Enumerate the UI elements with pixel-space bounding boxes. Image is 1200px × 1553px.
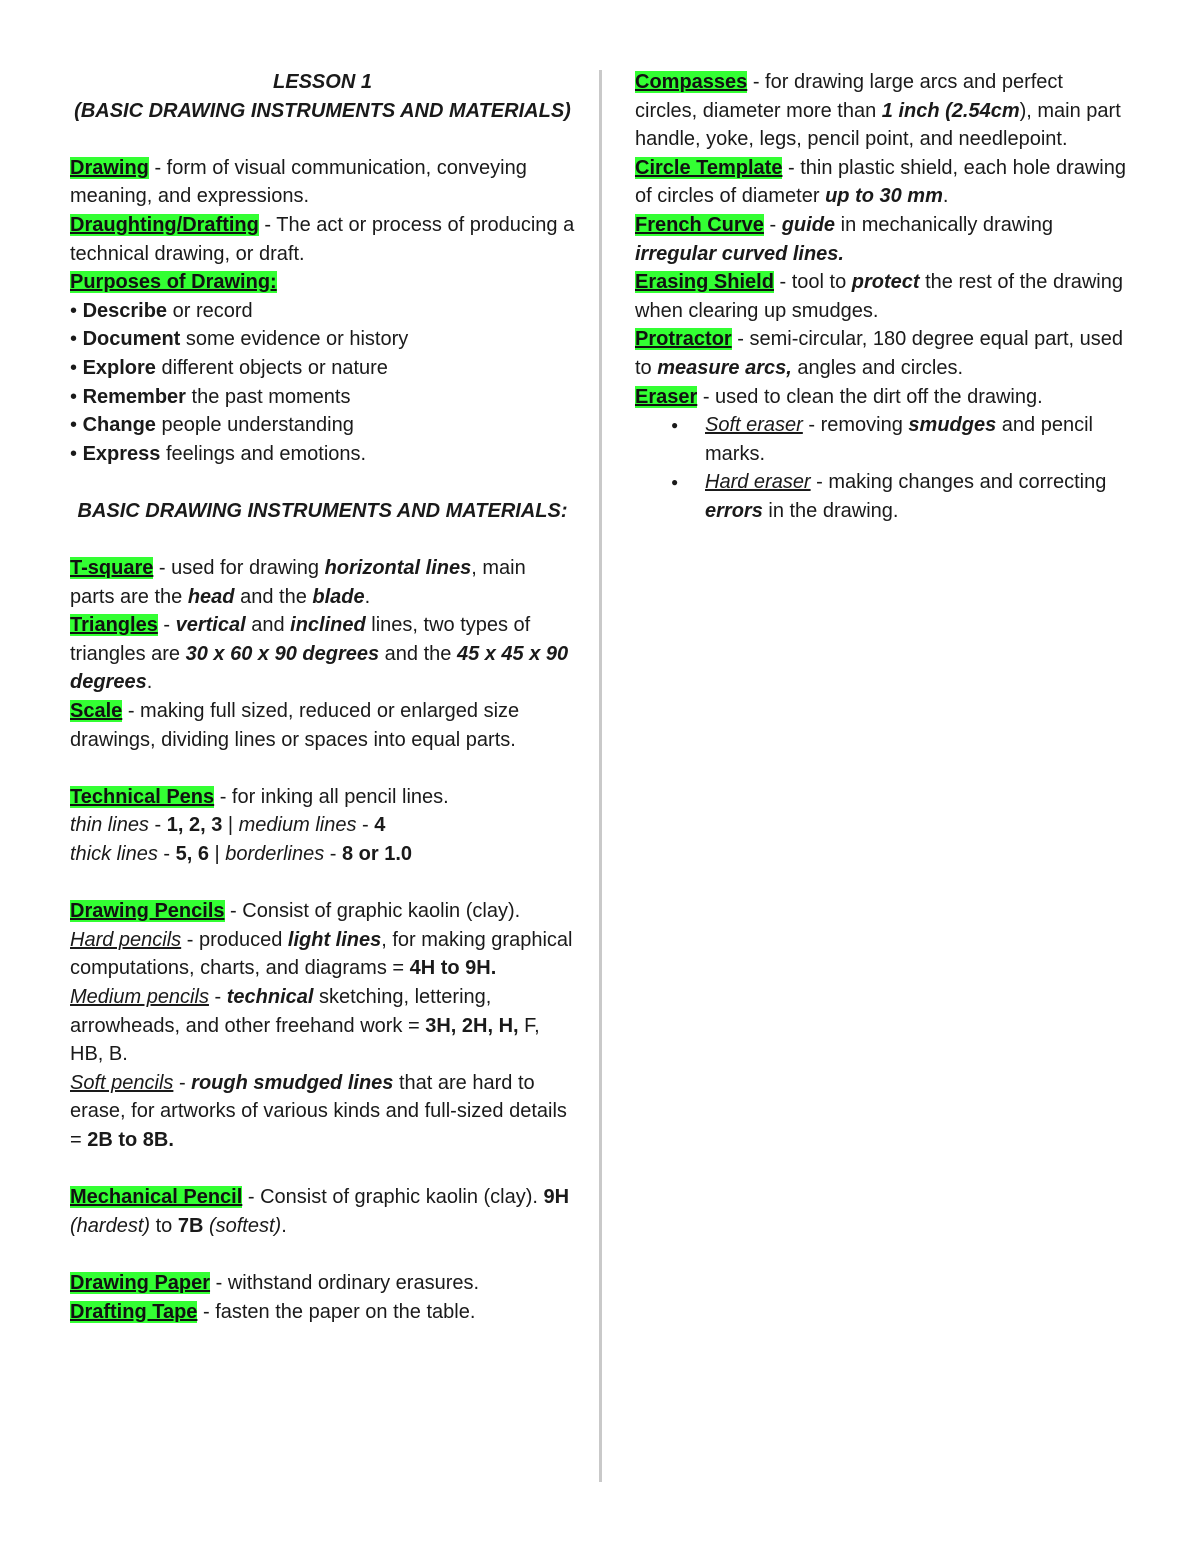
lesson-title: LESSON 1 — [273, 71, 372, 93]
pen-sizes-line: thick lines - 5, 6 | borderlines - 8 or 1.0 — [70, 843, 413, 866]
list-item: ● Hard eraser - making changes and correcting errors in the drawing. — [705, 468, 1130, 525]
purpose-item: • Explore different objects or nature — [70, 356, 388, 379]
purposes-heading: Purposes of Drawing: — [70, 271, 277, 294]
medium-pencils: Medium pencils - technical sketching, lettering, arrowheads, and other freehand work = 3H, 2H, H, F, HB, B. — [70, 986, 540, 1066]
lesson-subtitle: (BASIC DRAWING INSTRUMENTS AND MATERIALS) — [74, 99, 571, 122]
term-compasses: Compasses — [635, 71, 748, 93]
term-erasing-shield: Erasing Shield — [635, 271, 774, 294]
purpose-item: • Document some evidence or history — [70, 328, 409, 351]
eraser-types-list — [635, 411, 1130, 525]
pencils-definition: Drawing Pencils - Consist of graphic kaolin (clay). — [70, 900, 521, 923]
pens-definition: Technical Pens - for inking all pencil lines. — [70, 785, 449, 808]
term-drafting: Draughting/Drafting — [70, 213, 259, 236]
term-triangles: Triangles — [70, 614, 158, 637]
drafting-definition: Draughting/Drafting - The act or process of producing a technical drawing, or draft. — [70, 213, 575, 265]
purpose-item: • Remember the past moments — [70, 385, 351, 408]
term-eraser: Eraser — [635, 385, 698, 408]
compasses-definition: Compasses - for drawing large arcs and perfect circles, diameter more than 1 inch (2.54cm), main part handle, yoke, legs, pencil point, and needlepoint. — [635, 71, 1121, 151]
term-french-curve: French Curve — [635, 213, 764, 236]
section-title: BASIC DRAWING INSTRUMENTS AND MATERIALS: — [77, 499, 568, 522]
term-drawing-paper: Drawing Paper — [70, 1271, 211, 1294]
term-mechanical-pencil: Mechanical Pencil — [70, 1186, 243, 1209]
column-divider — [599, 70, 602, 1482]
erasing-shield-definition: Erasing Shield - tool to protect the rest of the drawing when clearing up smudges. — [635, 271, 1123, 322]
term-scale: Scale — [70, 700, 123, 723]
term-drafting-tape: Drafting Tape — [70, 1300, 198, 1323]
right-column — [635, 68, 1130, 526]
paper-definition: Drawing Paper - withstand ordinary erasures. — [70, 1271, 480, 1294]
circle-template-definition: Circle Template - thin plastic shield, each hole drawing of circles of diameter up to 30 mm. — [635, 156, 1126, 208]
french-curve-definition: French Curve - guide in mechanically drawing irregular curved lines. — [635, 213, 1053, 265]
left-column — [70, 68, 575, 1326]
purpose-item: • Express feelings and emotions. — [70, 442, 367, 465]
pen-sizes-line: thin lines - 1, 2, 3 | medium lines - 4 — [70, 814, 386, 837]
purpose-item: • Change people understanding — [70, 414, 354, 437]
term-tsquare: T-square — [70, 557, 154, 580]
term-technical-pens: Technical Pens — [70, 785, 215, 808]
tape-definition: Drafting Tape - fasten the paper on the table. — [70, 1300, 476, 1323]
mechanical-pencil-definition: Mechanical Pencil - Consist of graphic kaolin (clay). 9H (hardest) to 7B (softest). — [70, 1186, 570, 1237]
eraser-definition: Eraser - used to clean the dirt off the drawing. — [635, 385, 1043, 408]
term-drawing: Drawing — [70, 156, 149, 179]
drawing-definition: Drawing - form of visual communication, conveying meaning, and expressions. — [70, 156, 527, 208]
tsquare-definition: T-square - used for drawing horizontal lines, main parts are the head and the blade. — [70, 557, 526, 608]
purpose-item: • Describe or record — [70, 299, 253, 322]
term-protractor: Protractor — [635, 328, 732, 351]
scale-definition: Scale - making full sized, reduced or enlarged size drawings, dividing lines or spaces into equal parts. — [70, 700, 520, 751]
soft-pencils: Soft pencils - rough smudged lines that are hard to erase, for artworks of various kinds and full-sized details = 2B to 8B. — [70, 1071, 567, 1151]
list-item: ● Soft eraser - removing smudges and pencil marks. — [705, 411, 1130, 468]
triangles-definition: Triangles - vertical and inclined lines, two types of triangles are 30 x 60 x 90 degrees and the 45 x 45 x 90 degrees. — [70, 614, 569, 694]
term-drawing-pencils: Drawing Pencils — [70, 900, 225, 923]
hard-pencils: Hard pencils - produced light lines, for making graphical computations, charts, and diagrams = 4H to 9H. — [70, 928, 573, 980]
protractor-definition: Protractor - semi-circular, 180 degree equal part, used to measure arcs, angles and circles. — [635, 328, 1124, 379]
term-circle-template: Circle Template — [635, 156, 783, 179]
